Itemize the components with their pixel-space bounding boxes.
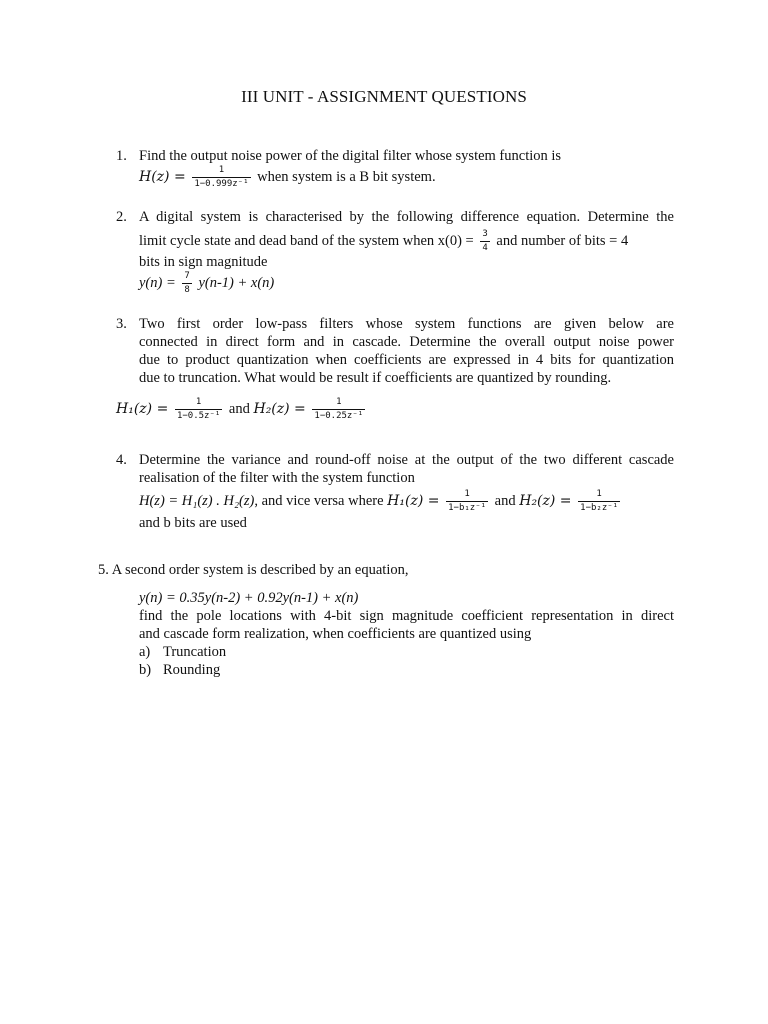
q3-h1: H₁(z) = [116,400,169,417]
q2-eq-frac-num: 7 [184,271,190,281]
q1-fraction [192,166,250,189]
q3-line4: due to truncation. What would be result if coefficients are quantized by rounding. [139,370,612,386]
q2-eq-frac-den: 8 [184,285,190,295]
q2-line1: A digital system is characterised by the following difference equation. Determine the [139,209,674,225]
q2-frac-den: 4 [482,243,488,253]
q4-h2: H₂(z) = [519,492,572,509]
q4-line1: Determine the variance and round-off noise at the output of the two different cascade [139,452,674,468]
q5-line4: and cascade form realization, when coefficients are quantized using [139,626,532,642]
q5-option-a-label: a) [139,644,151,660]
q5-equation: y(n) = 0.35y(n-2) + 0.92y(n-1) + x(n) [139,590,359,606]
q1-frac-num: 1 [218,165,225,175]
q4-h1: H₁(z) = [387,492,440,509]
q1-frac-den: 1−0.999z⁻¹ [194,179,249,189]
q3-equations [116,398,368,421]
q4-h2-den: 1−b₂z⁻¹ [580,503,619,513]
q2-frac-num: 3 [482,229,488,239]
q3-line1: Two first order low-pass filters whose system functions are given below are [139,316,674,332]
q2-line3: bits in sign magnitude [139,254,268,270]
q2-line2b: and number of bits = 4 [496,232,629,249]
q5-option-b [139,661,220,679]
q5-header [98,561,408,579]
q3-h2: H₂(z) = [253,400,306,417]
q5-option-a-text: Truncation [163,644,227,660]
q2-line2a: limit cycle state and dead band of the system when x(0) = [139,232,474,249]
q2-number: 2. [116,209,127,225]
q5-line1: A second order system is described by an equation, [111,562,409,578]
q4-h1-fraction [446,490,488,513]
q2-eq-a: y(n) = [139,274,176,291]
q4-h1-num: 1 [464,489,470,499]
q3-h1-fraction [175,398,222,421]
q4-equation [139,490,623,513]
page-title: III UNIT - ASSIGNMENT QUESTIONS [241,87,527,106]
q2-eq-fraction [182,272,191,295]
q4-h2-fraction [578,490,620,513]
q4-h2-num: 1 [596,489,602,499]
q3-and: and [228,400,250,417]
q5-line3: find the pole locations with 4-bit sign magnitude coefficient representation in direct [139,608,674,624]
q4-number: 4. [116,452,127,468]
q5-number: 5. [98,562,109,578]
q4-eq-a: H(z) = H₁(z) . H₂(z) [139,492,255,509]
q3-h1-den: 1−0.5z⁻¹ [176,411,221,421]
q4-line4: and b bits are used [139,515,247,531]
q3-line3: due to product quantization when coefficients are expressed in 4 bits for quantization [139,352,674,368]
q3-number: 3. [116,316,127,332]
q2-fraction [480,230,489,253]
q3-h2-den: 1−0.25z⁻¹ [314,411,364,421]
q5-option-a [139,643,226,661]
q4-line2: realisation of the filter with the system function [139,470,415,486]
q4-and: and [494,492,516,509]
q5-option-b-text: Rounding [163,662,221,678]
q3-h1-num: 1 [195,397,202,407]
q1-tail: when system is a B bit system. [257,168,436,185]
q1-text: Find the output noise power of the digital filter whose system function is [139,148,562,164]
q3-h2-num: 1 [336,397,342,407]
q2-equation [139,272,274,295]
q1-lhs: H(z) = [139,168,186,185]
q4-eq-b: , and vice versa where [254,492,384,509]
q2-line2 [139,230,628,253]
q1-number: 1. [116,148,127,164]
q1-equation [139,166,436,189]
q3-line2: connected in direct form and in cascade. Determine the overall output noise power [139,334,674,350]
q3-h2-fraction [312,398,365,421]
q2-eq-b: y(n-1) + x(n) [198,274,275,291]
q4-h1-den: 1−b₁z⁻¹ [448,503,487,513]
q5-option-b-label: b) [139,662,152,678]
